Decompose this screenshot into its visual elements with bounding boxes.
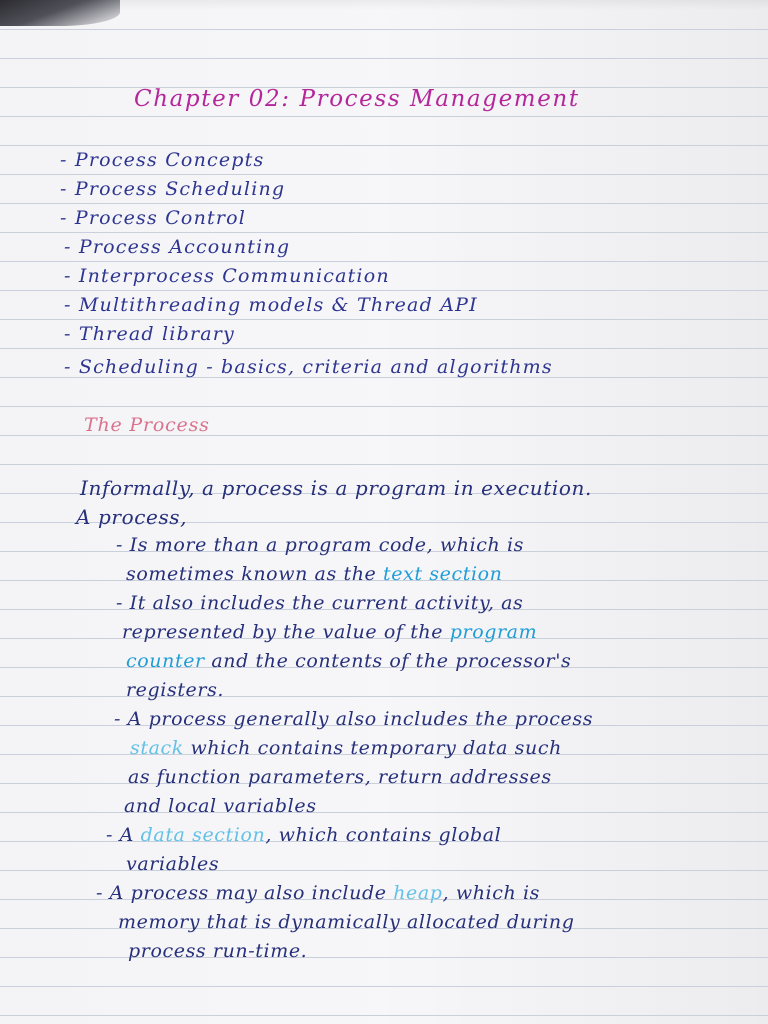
ruled-line xyxy=(0,58,768,59)
ruled-line xyxy=(0,1015,768,1016)
bullet-text: represented by the value of the xyxy=(122,621,450,643)
bullet-text: and the contents of the processor's xyxy=(204,650,572,672)
term-program-counter: counter xyxy=(126,650,205,672)
topic-item: - Process Concepts xyxy=(60,149,265,171)
topic-item: - Scheduling - basics, criteria and algorithms xyxy=(64,356,553,378)
bullet-line: and local variables xyxy=(124,795,317,817)
bullet-line: - It also includes the current activity, as xyxy=(116,592,524,614)
ruled-line xyxy=(0,406,768,407)
bullet-line: memory that is dynamically allocated during xyxy=(118,911,575,933)
bullet-line xyxy=(126,563,503,585)
topic-item: - Process Scheduling xyxy=(60,178,286,200)
bullet-line: variables xyxy=(126,853,220,875)
topic-item: - Process Control xyxy=(60,207,247,229)
bullet-line: process run-time. xyxy=(128,940,308,962)
ruled-line xyxy=(0,232,768,233)
bullet-text: , which is xyxy=(442,882,540,904)
bullet-text: , which contains global xyxy=(265,824,502,846)
bullet-line: registers. xyxy=(126,679,225,701)
term-text-section: text section xyxy=(383,563,503,585)
ruled-line xyxy=(0,203,768,204)
ruled-line xyxy=(0,812,768,813)
bullet-line: as function parameters, return addresses xyxy=(128,766,552,788)
bullet-line xyxy=(130,737,562,759)
ruled-line xyxy=(0,145,768,146)
ruled-line xyxy=(0,348,768,349)
ruled-line xyxy=(0,696,768,697)
bullet-line xyxy=(106,824,501,846)
ruled-line xyxy=(0,116,768,117)
ruled-line xyxy=(0,174,768,175)
ruled-line xyxy=(0,986,768,987)
page-title: Chapter 02: Process Management xyxy=(134,86,580,112)
ruled-line xyxy=(0,29,768,30)
term-stack: stack xyxy=(130,737,184,759)
topic-item: - Multithreading models & Thread API xyxy=(64,294,478,316)
bullet-text: - A xyxy=(106,824,141,846)
bullet-line xyxy=(122,621,537,643)
ruled-line xyxy=(0,261,768,262)
term-program-counter: program xyxy=(449,621,538,643)
bullet-text: sometimes known as the xyxy=(126,563,384,585)
ruled-line xyxy=(0,957,768,958)
term-data-section: data section xyxy=(140,824,266,846)
intro-line: Informally, a process is a program in execution. xyxy=(80,476,592,500)
bullet-line: - A process generally also includes the process xyxy=(114,708,594,730)
photo-background-corner xyxy=(0,0,120,26)
ruled-line xyxy=(0,464,768,465)
topic-item: - Process Accounting xyxy=(64,236,291,258)
ruled-line xyxy=(0,319,768,320)
bullet-text: which contains temporary data such xyxy=(183,737,562,759)
term-heap: heap xyxy=(393,882,443,904)
ruled-line xyxy=(0,290,768,291)
bullet-line xyxy=(126,650,571,672)
bullet-line xyxy=(96,882,540,904)
topic-item: - Thread library xyxy=(64,323,235,345)
ruled-line xyxy=(0,870,768,871)
bullet-line: - Is more than a program code, which is xyxy=(116,534,525,556)
topic-item: - Interprocess Communication xyxy=(64,265,390,287)
section-heading: The Process xyxy=(84,414,210,436)
intro-line: A process, xyxy=(76,505,188,529)
bullet-text: - A process may also include xyxy=(96,882,394,904)
